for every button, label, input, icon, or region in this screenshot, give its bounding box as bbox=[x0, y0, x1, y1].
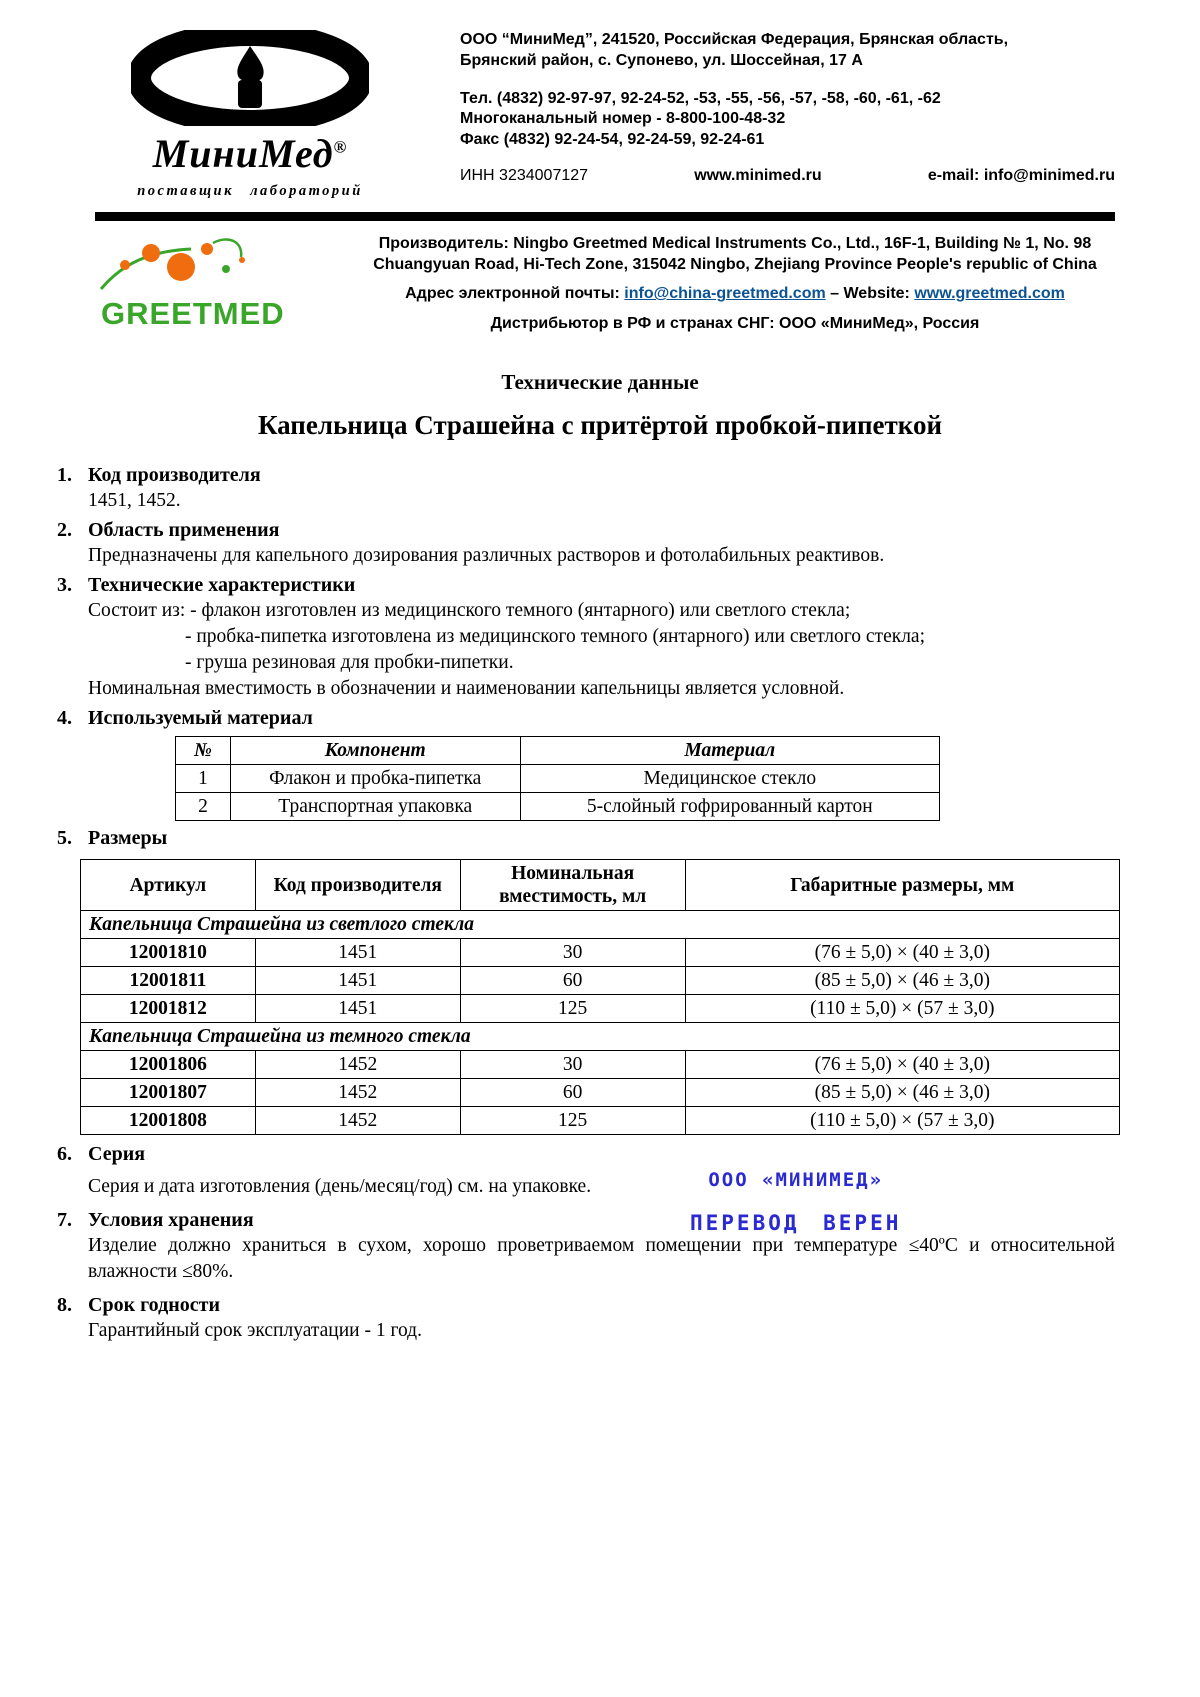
cell-dimensions: (85 ± 5,0) × (46 ± 3,0) bbox=[685, 1079, 1119, 1107]
registered-mark-icon: ® bbox=[333, 137, 348, 157]
minimed-brand-text: МиниМед bbox=[152, 131, 334, 176]
company-email: e-mail: info@minimed.ru bbox=[927, 166, 1115, 184]
spec-line: Номинальная вместимость в обозначении и наименовании капельницы является условной. bbox=[88, 678, 845, 700]
manufacturer-line-2: Chuangyuan Road, Hi-Tech Zone, 315042 Ningbo, Zhejiang Province People's republic of China bbox=[373, 256, 1097, 274]
cell-capacity: 125 bbox=[460, 1107, 685, 1135]
doc-subtitle: Технические данные bbox=[501, 370, 699, 395]
section-manufacturer-code bbox=[57, 462, 1115, 514]
manufacturer-website-link[interactable]: www.greetmed.com bbox=[914, 285, 1065, 303]
cell-code: 1452 bbox=[255, 1107, 460, 1135]
section-heading: Область применения bbox=[88, 519, 280, 542]
col-header-material: Материал bbox=[520, 737, 939, 765]
cell-material: Медицинское стекло bbox=[520, 765, 939, 793]
cell-article: 12001808 bbox=[81, 1107, 256, 1135]
section-body: Предназначены для капельного дозирования различных растворов и фотолабильных реактивов. bbox=[88, 545, 885, 567]
materials-table bbox=[175, 736, 940, 821]
cell-component: Флакон и пробка-пипетка bbox=[230, 765, 520, 793]
cell-capacity: 60 bbox=[460, 967, 685, 995]
phone-line-1: Тел. (4832) 92-97-97, 92-24-52, -53, -55, -56, -57, -58, -60, -61, -62 bbox=[460, 89, 941, 107]
document-body bbox=[0, 441, 1200, 1344]
cell-dimensions: (110 ± 5,0) × (57 ± 3,0) bbox=[685, 995, 1119, 1023]
table-row bbox=[176, 765, 940, 793]
cell-component: Транспортная упаковка bbox=[230, 793, 520, 821]
cell-number: 2 bbox=[176, 793, 231, 821]
col-header-code: Код производителя bbox=[255, 860, 460, 911]
group-label-row bbox=[81, 1023, 1120, 1051]
table-row bbox=[81, 1051, 1120, 1079]
tail-sections bbox=[57, 1141, 1115, 1344]
cell-material: 5-слойный гофрированный картон bbox=[520, 793, 939, 821]
cell-dimensions: (110 ± 5,0) × (57 ± 3,0) bbox=[685, 1107, 1119, 1135]
cell-article: 12001807 bbox=[81, 1079, 256, 1107]
table-row bbox=[81, 1107, 1120, 1135]
section-heading: Условия хранения bbox=[88, 1209, 254, 1232]
col-header-article: Артикул bbox=[81, 860, 256, 911]
section-body: 1451, 1452. bbox=[88, 490, 181, 512]
distributor-line: Дистрибьютор в РФ и странах СНГ: ООО «МиниМед», Россия bbox=[490, 315, 980, 333]
col-header-dimensions: Габаритные размеры, мм bbox=[685, 860, 1119, 911]
inn-row bbox=[460, 166, 1115, 187]
minimed-logo bbox=[95, 26, 405, 200]
address-line-1: ООО “МиниМед”, 241520, Российская Федерация, Брянская область, bbox=[460, 31, 1009, 48]
spec-line: - груша резиновая для пробки-пипетки. bbox=[185, 652, 514, 674]
contact-block bbox=[405, 26, 1115, 200]
translation-stamp bbox=[690, 1167, 901, 1236]
col-header-capacity: Номинальная вместимость, мл bbox=[460, 860, 685, 911]
col-header-component: Компонент bbox=[230, 737, 520, 765]
cell-code: 1452 bbox=[255, 1079, 460, 1107]
section-heading: Технические характеристики bbox=[88, 574, 356, 597]
section-number: 6. bbox=[57, 1143, 72, 1166]
table-row bbox=[81, 939, 1120, 967]
section-number: 8. bbox=[57, 1294, 72, 1317]
cell-capacity: 30 bbox=[460, 939, 685, 967]
section-specs bbox=[57, 572, 1115, 702]
phone-line-2: Многоканальный номер - 8-800-100-48-32 bbox=[460, 110, 786, 128]
letterhead-bottom bbox=[95, 227, 1115, 334]
table-row bbox=[176, 793, 940, 821]
section-sizes bbox=[57, 825, 1115, 1135]
manufacturer-contacts-line bbox=[355, 283, 1115, 304]
section-number: 5. bbox=[57, 827, 72, 850]
table-header-row bbox=[81, 860, 1120, 911]
stamp-company-line: ООО «МИНИМЕД» bbox=[708, 1169, 884, 1192]
section-shelf-life bbox=[57, 1292, 1115, 1344]
section-body: Гарантийный срок эксплуатации - 1 год. bbox=[88, 1320, 422, 1342]
manufacturer-email-link[interactable]: info@china-greetmed.com bbox=[624, 285, 826, 303]
greetmed-wordmark: GREETMED bbox=[101, 296, 285, 331]
letterhead bbox=[0, 0, 1200, 334]
section-number: 4. bbox=[57, 707, 72, 730]
manufacturer-email-label: Адрес электронной почты: bbox=[405, 285, 625, 303]
group-label: Капельница Страшейна из светлого стекла bbox=[81, 911, 1120, 939]
greetmed-dots-icon bbox=[95, 229, 265, 293]
section-series bbox=[57, 1141, 1115, 1200]
phone-block bbox=[460, 89, 1115, 151]
section-materials bbox=[57, 705, 1115, 821]
section-number: 7. bbox=[57, 1209, 72, 1232]
cell-dimensions: (85 ± 5,0) × (46 ± 3,0) bbox=[685, 967, 1119, 995]
cell-code: 1451 bbox=[255, 967, 460, 995]
cell-article: 12001810 bbox=[81, 939, 256, 967]
cell-capacity: 125 bbox=[460, 995, 685, 1023]
section-number: 2. bbox=[57, 519, 72, 542]
stamp-translation-line: ПЕРЕВОД ВЕРЕН bbox=[690, 1211, 902, 1236]
col-header-number: № bbox=[176, 737, 231, 765]
cell-article: 12001811 bbox=[81, 967, 256, 995]
cell-dimensions: (76 ± 5,0) × (40 ± 3,0) bbox=[685, 1051, 1119, 1079]
section-heading: Используемый материал bbox=[88, 707, 313, 730]
address-line-2: Брянский район, с. Супонево, ул. Шоссейная, 17 А bbox=[460, 51, 863, 69]
table-row bbox=[81, 1079, 1120, 1107]
manufacturer-block bbox=[355, 227, 1115, 334]
page-title: Капельница Страшейна с притёртой пробкой-пипеткой bbox=[257, 410, 943, 441]
section-number: 1. bbox=[57, 464, 72, 487]
section-storage bbox=[57, 1207, 1115, 1285]
spec-line: - пробка-пипетка изготовлена из медицинского темного (янтарного) или светлого стекла; bbox=[185, 626, 926, 648]
manufacturer-website-label: – Website: bbox=[825, 285, 915, 303]
sizes-table bbox=[80, 859, 1120, 1135]
table-header-row bbox=[176, 737, 940, 765]
minimed-tagline: поставщик лабораторий bbox=[137, 183, 363, 199]
group-label-row bbox=[81, 911, 1120, 939]
cell-capacity: 60 bbox=[460, 1079, 685, 1107]
cell-dimensions: (76 ± 5,0) × (40 ± 3,0) bbox=[685, 939, 1119, 967]
section-application bbox=[57, 517, 1115, 569]
group-label: Капельница Страшейна из темного стекла bbox=[81, 1023, 1120, 1051]
company-address bbox=[460, 30, 1115, 72]
cell-article: 12001806 bbox=[81, 1051, 256, 1079]
section-heading: Размеры bbox=[88, 827, 168, 850]
letterhead-top bbox=[95, 26, 1115, 200]
divider-bar bbox=[95, 212, 1115, 221]
inn-number: ИНН 3234007127 bbox=[460, 166, 589, 184]
section-heading: Серия bbox=[88, 1143, 146, 1166]
cell-number: 1 bbox=[176, 765, 231, 793]
section-body: Серия и дата изготовления (день/месяц/год) см. на упаковке. bbox=[88, 1176, 592, 1198]
section-heading: Код производителя bbox=[88, 464, 261, 487]
section-body: Изделие должно храниться в сухом, хорошо проветриваемом помещении при температуре ≤40ºС и относительной влажности ≤80%. bbox=[88, 1235, 1115, 1283]
cell-code: 1452 bbox=[255, 1051, 460, 1079]
company-website: www.minimed.ru bbox=[694, 166, 822, 184]
spec-line: Состоит из: - флакон изготовлен из медицинского темного (янтарного) или светлого стекла; bbox=[88, 600, 851, 622]
manufacturer-line-1: Производитель: Ningbo Greetmed Medical Instruments Co., Ltd., 16F-1, Building № 1, No. 98 bbox=[378, 235, 1092, 252]
cell-article: 12001812 bbox=[81, 995, 256, 1023]
table-row bbox=[81, 967, 1120, 995]
greetmed-logo bbox=[95, 227, 355, 334]
cell-code: 1451 bbox=[255, 939, 460, 967]
table-row bbox=[81, 995, 1120, 1023]
section-number: 3. bbox=[57, 574, 72, 597]
minimed-flame-oval-icon bbox=[131, 30, 369, 126]
cell-code: 1451 bbox=[255, 995, 460, 1023]
minimed-wordmark bbox=[95, 133, 405, 175]
section-heading: Срок годности bbox=[88, 1294, 220, 1317]
cell-capacity: 30 bbox=[460, 1051, 685, 1079]
fax-line: Факс (4832) 92-24-54, 92-24-59, 92-24-61 bbox=[460, 131, 765, 149]
